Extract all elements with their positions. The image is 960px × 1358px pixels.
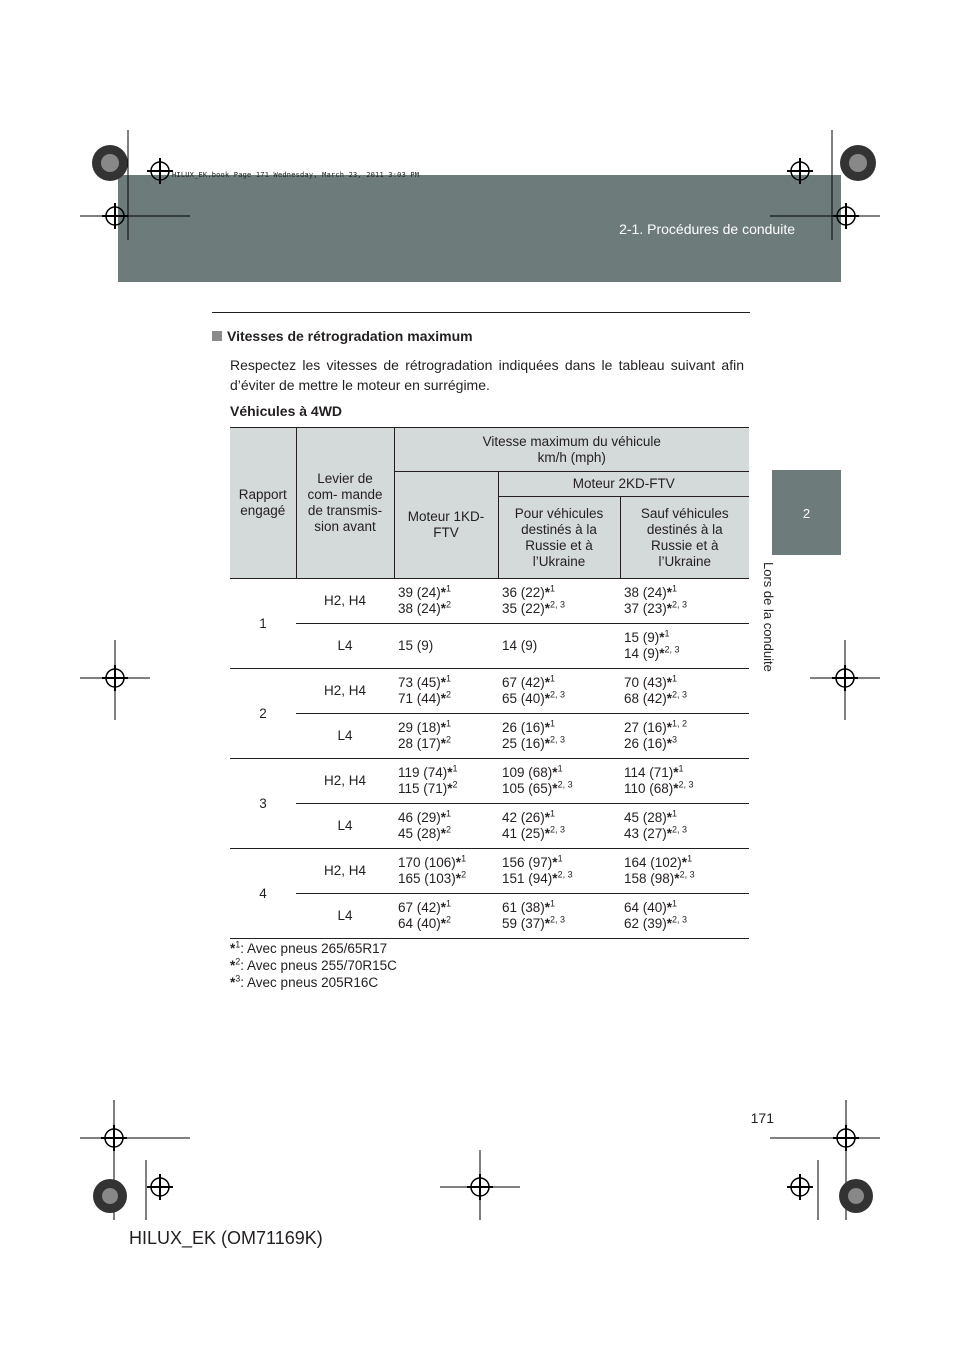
footnote-star-icon: * xyxy=(455,855,462,870)
speed-value: 46 (29) xyxy=(398,810,441,825)
speed-value: 151 (94) xyxy=(502,871,553,886)
footnote-ref: 1 xyxy=(446,673,452,684)
footnote-ref: 2, 3 xyxy=(672,599,688,610)
footnote-ref: 1 xyxy=(550,673,556,684)
print-stamp: HILUX_EK.book Page 171 Wednesday, March 23, 2011 3:03 PM xyxy=(172,171,420,179)
speed-value: 41 (25) xyxy=(502,826,545,841)
footnote-star-icon: * xyxy=(544,736,551,751)
footnote-ref: 1, 2 xyxy=(672,718,688,729)
lever-cell: L4 xyxy=(296,714,394,759)
speed-value: 62 (39) xyxy=(624,916,667,931)
speed-value: 68 (42) xyxy=(624,691,667,706)
footnote-star-icon: * xyxy=(440,691,447,706)
footnote-star-icon: * xyxy=(447,781,453,796)
footnote-ref: 1 xyxy=(446,583,452,594)
speed-cell xyxy=(620,579,749,624)
footnote-ref: 2 xyxy=(452,779,458,790)
header-unit: km/h (mph) xyxy=(537,449,606,465)
footnote-ref: 1 xyxy=(664,628,670,639)
speed-value: 43 (27) xyxy=(624,826,667,841)
table-row xyxy=(230,759,749,804)
footnote-ref: 2, 3 xyxy=(672,689,688,700)
section-title xyxy=(212,328,473,344)
speed-cell xyxy=(394,669,498,714)
footnote-ref: 1 xyxy=(672,673,678,684)
table-row xyxy=(230,579,749,624)
speed-value: 114 (71) xyxy=(624,765,674,780)
footnote-star-icon: * xyxy=(544,720,551,735)
footnote-ref: 2, 3 xyxy=(672,914,688,925)
speed-value: 115 (71) xyxy=(398,781,448,796)
speed-value: 64 (40) xyxy=(398,916,441,931)
speed-cell xyxy=(620,624,749,669)
footnote-star-icon: * xyxy=(659,646,665,661)
footnote-star-icon: * xyxy=(666,916,673,931)
speed-value: 67 (42) xyxy=(502,675,545,690)
footnote-star-icon: * xyxy=(552,871,558,886)
section-header: 2-1. Procédures de conduite xyxy=(619,221,795,237)
speed-cell xyxy=(394,849,498,894)
speed-value: 156 (97) xyxy=(502,855,553,870)
table-row xyxy=(230,624,749,669)
speed-value: 14 (9) xyxy=(624,646,660,661)
footnote-ref: 1 xyxy=(550,583,556,594)
header-other: Sauf véhicules destinés à la Russie et à l’Ukraine xyxy=(620,497,749,579)
footnote-text: : Avec pneus 205R16C xyxy=(240,975,379,990)
crop-mark-top-right xyxy=(770,130,880,240)
footnote-ref: 1 xyxy=(557,853,563,864)
footnote-ref: 2 xyxy=(446,824,452,835)
footnote-star-icon: * xyxy=(544,601,551,616)
footnote-ref: 1 xyxy=(550,898,556,909)
speed-cell xyxy=(394,894,498,939)
table-subheading: Véhicules à 4WD xyxy=(230,403,343,419)
footnote-ref: 1 xyxy=(452,763,458,774)
speed-value: 39 (24) xyxy=(398,585,441,600)
footnote-star-icon: * xyxy=(230,941,236,956)
footnote-star-icon: * xyxy=(666,720,673,735)
lever-cell: L4 xyxy=(296,804,394,849)
footnote-star-icon: * xyxy=(666,675,673,690)
footnote-mark: 2 xyxy=(235,956,241,967)
speed-cell xyxy=(620,759,749,804)
footnote-star-icon: * xyxy=(440,585,447,600)
footnote-star-icon: * xyxy=(674,871,680,886)
table-body xyxy=(230,579,749,939)
speed-value: 119 (74) xyxy=(398,765,448,780)
footnote-ref: 1 xyxy=(446,718,452,729)
speed-value: 25 (16) xyxy=(502,736,545,751)
speed-cell xyxy=(498,849,620,894)
gear-cell: 3 xyxy=(230,759,296,849)
speed-cell xyxy=(498,624,620,669)
speed-value: 38 (24) xyxy=(398,601,441,616)
footnote-mark: 3 xyxy=(235,973,241,984)
model-code: HILUX_EK (OM71169K) xyxy=(129,1228,323,1248)
speed-value: 165 (103) xyxy=(398,871,456,886)
crop-mark-top-left xyxy=(80,130,190,240)
speed-value: 35 (22) xyxy=(502,601,545,616)
header-russia: Pour véhicules destinés à la Russie et à l’Ukraine xyxy=(498,497,620,579)
speed-value: 73 (45) xyxy=(398,675,441,690)
footnote-star-icon: * xyxy=(552,855,558,870)
chapter-label-text: Lors de la conduite xyxy=(761,562,776,672)
bullet-square-icon xyxy=(212,331,222,341)
footnote-star-icon: * xyxy=(440,810,447,825)
speed-cell xyxy=(498,759,620,804)
footnote-ref: 1 xyxy=(672,808,678,819)
footnote-ref: 2, 3 xyxy=(550,599,566,610)
speed-value: 14 (9) xyxy=(502,638,538,653)
footnote-ref: 1 xyxy=(678,763,684,774)
speed-value: 15 (9) xyxy=(624,630,660,645)
footnote-star-icon: * xyxy=(440,736,447,751)
footnote-star-icon: * xyxy=(440,826,447,841)
speed-cell xyxy=(498,579,620,624)
footnote-star-icon: * xyxy=(440,675,447,690)
speed-value: 45 (28) xyxy=(624,810,667,825)
footnote-line xyxy=(230,940,397,957)
header-gear: Rapport engagé xyxy=(230,428,296,579)
speed-cell xyxy=(498,804,620,849)
footnote-ref: 2, 3 xyxy=(672,824,688,835)
footnotes xyxy=(230,940,397,991)
lever-cell: H2, H4 xyxy=(296,849,394,894)
footnote-star-icon: * xyxy=(666,826,673,841)
speed-value: 110 (68) xyxy=(624,781,674,796)
footnote-ref: 1 xyxy=(550,718,556,729)
speed-cell xyxy=(498,894,620,939)
footnote-star-icon: * xyxy=(544,900,551,915)
footnote-star-icon: * xyxy=(544,675,551,690)
footnote-star-icon: * xyxy=(440,601,447,616)
speed-value: 59 (37) xyxy=(502,916,545,931)
speed-value: 105 (65) xyxy=(502,781,553,796)
footnote-star-icon: * xyxy=(544,810,551,825)
footnote-ref: 2, 3 xyxy=(550,689,566,700)
intro-paragraph: Respectez les vitesses de rétrogradation indiquées dans le tableau suivant afin d’éviter de mettre le moteur en surrégime. xyxy=(230,357,744,393)
footnote-ref: 2, 3 xyxy=(550,824,566,835)
crop-mark-bottom-left xyxy=(80,1100,190,1220)
header-lever: Levier de com- mande de transmis- sion avant xyxy=(296,428,394,579)
crop-mark-bottom-center xyxy=(440,1150,520,1220)
header-2kd: Moteur 2KD-FTV xyxy=(498,472,749,497)
footnote-star-icon: * xyxy=(544,691,551,706)
chapter-number: 2 xyxy=(802,506,811,521)
footnote-star-icon: * xyxy=(666,601,673,616)
footnote-ref: 2 xyxy=(446,734,452,745)
footnote-ref: 1 xyxy=(672,583,678,594)
speed-value: 64 (40) xyxy=(624,900,667,915)
speed-value: 26 (16) xyxy=(624,736,667,751)
speed-value: 45 (28) xyxy=(398,826,441,841)
speed-value: 27 (16) xyxy=(624,720,667,735)
footnote-ref: 1 xyxy=(446,808,452,819)
footnote-star-icon: * xyxy=(230,958,236,973)
speed-cell xyxy=(394,579,498,624)
footnote-ref: 3 xyxy=(672,734,678,745)
footnote-star-icon: * xyxy=(659,630,665,645)
table-row xyxy=(230,804,749,849)
footnote-ref: 2, 3 xyxy=(557,869,573,880)
footnote-ref: 2, 3 xyxy=(557,779,573,790)
footnote-star-icon: * xyxy=(681,855,688,870)
footnote-mark: 1 xyxy=(235,939,241,950)
speed-value: 38 (24) xyxy=(624,585,667,600)
speed-cell xyxy=(620,714,749,759)
header-1kd: Moteur 1KD-FTV xyxy=(394,472,498,579)
speed-value: 65 (40) xyxy=(502,691,545,706)
speed-cell xyxy=(620,894,749,939)
speed-value: 67 (42) xyxy=(398,900,441,915)
footnote-star-icon: * xyxy=(666,585,673,600)
lever-cell: L4 xyxy=(296,894,394,939)
speed-cell xyxy=(394,804,498,849)
lever-cell: H2, H4 xyxy=(296,669,394,714)
speed-value: 37 (23) xyxy=(624,601,667,616)
footnote-star-icon: * xyxy=(440,720,447,735)
footnote-ref: 1 xyxy=(550,808,556,819)
footnote-text: : Avec pneus 265/65R17 xyxy=(240,941,388,956)
lever-cell: H2, H4 xyxy=(296,759,394,804)
footnote-star-icon: * xyxy=(666,691,673,706)
crop-mark-bottom-right xyxy=(770,1100,880,1220)
footnote-ref: 1 xyxy=(672,898,678,909)
speed-value: 164 (102) xyxy=(624,855,682,870)
footnote-ref: 2, 3 xyxy=(664,644,680,655)
footnote-star-icon: * xyxy=(673,781,679,796)
footnote-ref: 2, 3 xyxy=(679,869,695,880)
table-row xyxy=(230,669,749,714)
footnote-star-icon: * xyxy=(544,916,551,931)
gear-cell: 2 xyxy=(230,669,296,759)
gear-cell: 1 xyxy=(230,579,296,669)
footnote-ref: 1 xyxy=(446,898,452,909)
footnote-ref: 2 xyxy=(461,869,467,880)
crop-mark-right-middle xyxy=(810,640,880,720)
footnote-star-icon: * xyxy=(544,826,551,841)
speed-value: 158 (98) xyxy=(624,871,675,886)
downshift-speed-table xyxy=(230,427,749,939)
footnote-line xyxy=(230,957,397,974)
table-row xyxy=(230,714,749,759)
footnote-star-icon: * xyxy=(666,736,673,751)
speed-cell xyxy=(394,624,498,669)
footnote-star-icon: * xyxy=(230,975,236,990)
section-title-text: Vitesses de rétrogradation maximum xyxy=(227,328,473,344)
footnote-ref: 1 xyxy=(557,763,563,774)
footnote-ref: 2, 3 xyxy=(550,734,566,745)
footnote-text: : Avec pneus 255/70R15C xyxy=(240,958,397,973)
header-max-speed xyxy=(394,428,749,472)
footnote-ref: 2, 3 xyxy=(550,914,566,925)
speed-cell xyxy=(394,714,498,759)
speed-value: 28 (17) xyxy=(398,736,441,751)
chapter-tab xyxy=(772,470,841,555)
speed-value: 70 (43) xyxy=(624,675,667,690)
footnote-line xyxy=(230,974,397,991)
speed-cell xyxy=(394,759,498,804)
footnote-star-icon: * xyxy=(440,916,447,931)
lever-cell: L4 xyxy=(296,624,394,669)
footnote-star-icon: * xyxy=(666,900,673,915)
footnote-star-icon: * xyxy=(440,900,447,915)
page-number: 171 xyxy=(750,1110,774,1126)
footnote-star-icon: * xyxy=(552,781,558,796)
chapter-side-label xyxy=(760,562,780,682)
footnote-star-icon: * xyxy=(666,810,673,825)
speed-cell xyxy=(498,669,620,714)
footnote-star-icon: * xyxy=(544,585,551,600)
gear-cell: 4 xyxy=(230,849,296,939)
speed-value: 170 (106) xyxy=(398,855,456,870)
footnote-ref: 2 xyxy=(446,689,452,700)
footnote-star-icon: * xyxy=(552,765,558,780)
speed-value: 15 (9) xyxy=(398,638,434,653)
crop-mark-left-middle xyxy=(80,640,150,720)
footnote-ref: 2 xyxy=(446,599,452,610)
footnote-ref: 2 xyxy=(446,914,452,925)
section-rule xyxy=(212,312,750,313)
footnote-star-icon: * xyxy=(673,765,679,780)
footnote-star-icon: * xyxy=(447,765,453,780)
speed-cell xyxy=(620,804,749,849)
speed-cell xyxy=(620,849,749,894)
speed-value: 109 (68) xyxy=(502,765,553,780)
footnote-ref: 2, 3 xyxy=(678,779,694,790)
footnote-star-icon: * xyxy=(455,871,462,886)
speed-cell xyxy=(498,714,620,759)
lever-cell: H2, H4 xyxy=(296,579,394,624)
footnote-ref: 1 xyxy=(461,853,467,864)
speed-value: 61 (38) xyxy=(502,900,545,915)
speed-value: 29 (18) xyxy=(398,720,441,735)
speed-value: 26 (16) xyxy=(502,720,545,735)
header-band xyxy=(118,175,841,282)
speed-value: 36 (22) xyxy=(502,585,545,600)
speed-value: 42 (26) xyxy=(502,810,545,825)
speed-cell xyxy=(620,669,749,714)
header-max-speed-title: Vitesse maximum du véhicule xyxy=(482,433,661,449)
table-row xyxy=(230,894,749,939)
table-row xyxy=(230,849,749,894)
speed-value: 71 (44) xyxy=(398,691,441,706)
footnote-ref: 1 xyxy=(687,853,693,864)
